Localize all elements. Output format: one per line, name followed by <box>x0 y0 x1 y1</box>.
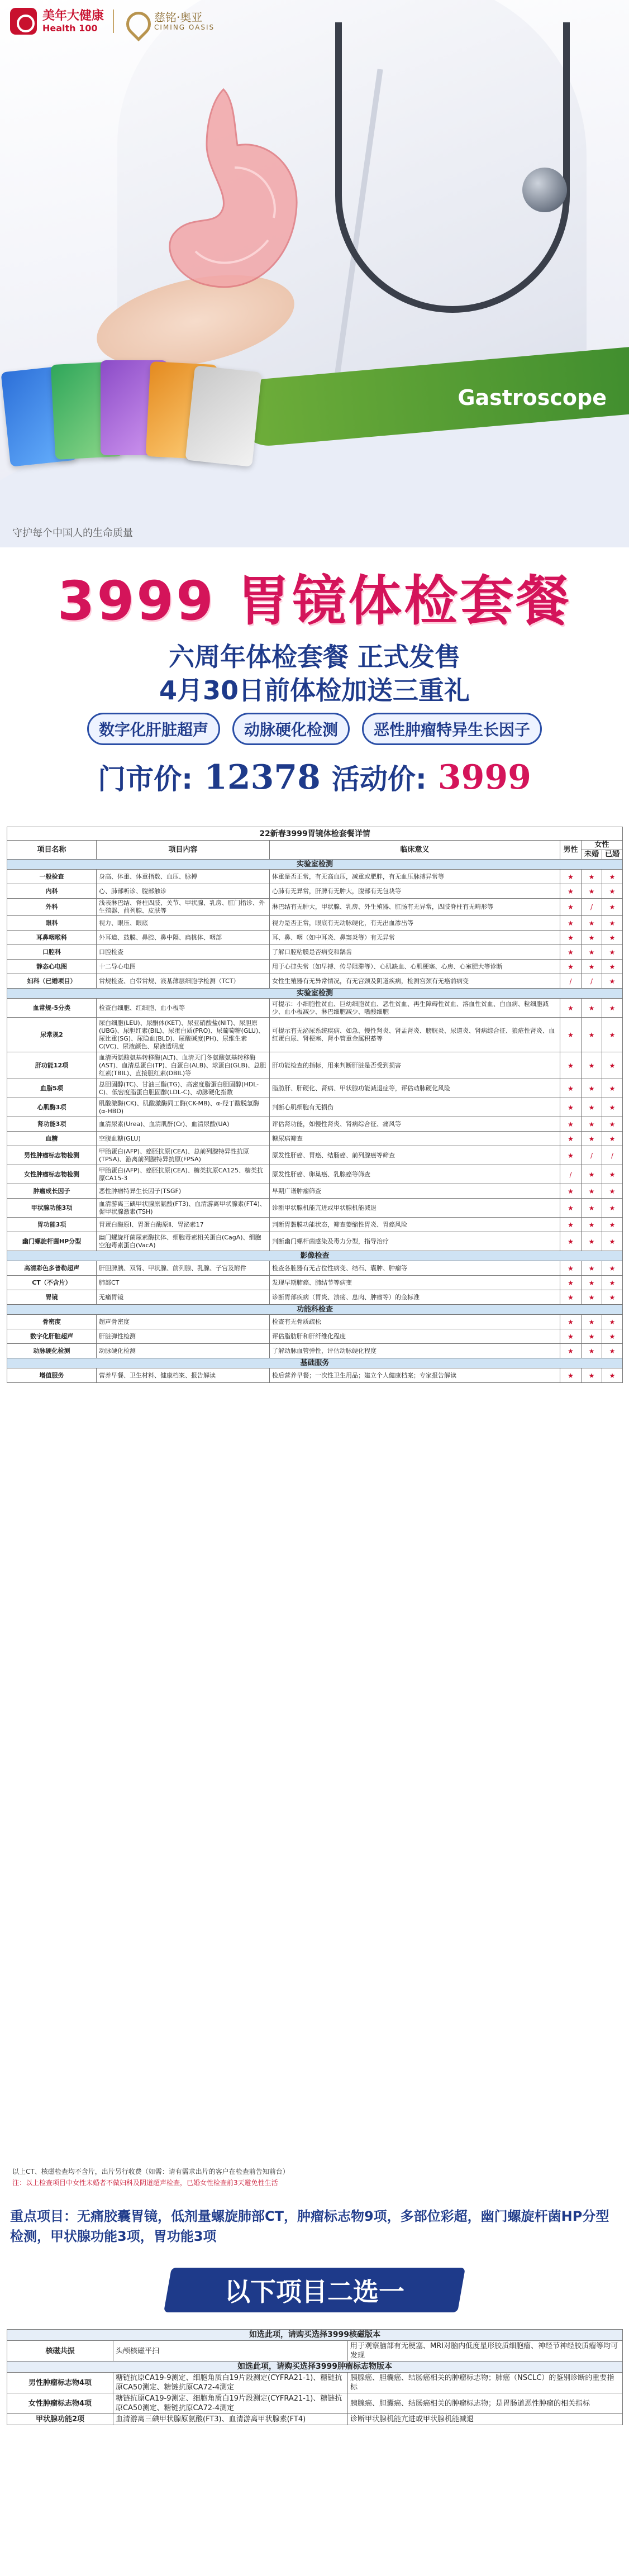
row-meaning: 发现早期肺癌、肺结节等病变 <box>270 1276 560 1290</box>
row-married: ★ <box>602 1184 623 1199</box>
row-name: 耳鼻咽喉科 <box>7 931 97 945</box>
row-married: ★ <box>602 999 623 1018</box>
row-male: ★ <box>560 1218 582 1232</box>
row-meaning: 心肺有无异常，肝脾有无肿大，腹部有无包块等 <box>270 884 560 899</box>
row-married: ★ <box>602 974 623 989</box>
row-content: 肝脏弹性检测 <box>97 1329 270 1344</box>
row-male: ★ <box>560 870 582 884</box>
row-meaning: 用于心律失常（如早搏、传导阻滞等）、心肌缺血、心肌梗塞、心房、心室肥大等诊断 <box>270 960 560 974</box>
row-unmarried: ★ <box>582 1218 602 1232</box>
gift-tags <box>0 713 629 745</box>
row-content: 肌酸激酶(CK)、肌酸激酶同工酶(CK-MB)、α-羟丁酸脱氢酶(α-HBD) <box>97 1098 270 1117</box>
row-married: ★ <box>602 1261 623 1276</box>
row-content: 血清丙氨酸氨基转移酶(ALT)、血清天门冬氨酸氨基转移酶(AST)、血清总蛋白(TP)、白蛋白(ALB)、球蛋白(GLB)、总胆红素(TBIL)、直接胆红素(DBIL)等 <box>97 1052 270 1079</box>
section-header <box>7 1358 623 1368</box>
row-name: 增值服务 <box>7 1368 97 1383</box>
row-male: ★ <box>560 1132 582 1146</box>
membership-cards <box>6 346 251 469</box>
row-male: ★ <box>560 899 582 916</box>
row-name: 女性肿瘤标志物检测 <box>7 1165 97 1184</box>
row-male: / <box>560 974 582 989</box>
row-married: ★ <box>602 1132 623 1146</box>
row-name: CT（不含片） <box>7 1276 97 1290</box>
table-row <box>7 884 623 899</box>
option-table <box>7 2329 622 2425</box>
row-name: 男性肿瘤标志物检测 <box>7 1146 97 1165</box>
table-row <box>7 1165 623 1184</box>
row-meaning: 耳、鼻、咽（如中耳炎、鼻窦炎等）有无异常 <box>270 931 560 945</box>
row-unmarried: ★ <box>582 1052 602 1079</box>
row-male: ★ <box>560 1199 582 1218</box>
row-content: 常规检查、白带常规、液基薄层细胞学检测（TCT） <box>97 974 270 989</box>
store-price-value: 12378 <box>204 758 321 797</box>
row-unmarried: ★ <box>582 1232 602 1251</box>
row-unmarried: ★ <box>582 1290 602 1305</box>
section-header <box>7 1305 623 1315</box>
option-meaning: 用于观察脑部有无梗塞、MRI对脑内低度星形胶质细胞瘤、神经节神经胶质瘤等均可发现 <box>348 2341 623 2362</box>
store-price-label: 门市价: <box>98 763 193 795</box>
row-male: ★ <box>560 1232 582 1251</box>
row-meaning: 视力是否正常，眼底有无动脉硬化，有无出血渗出等 <box>270 916 560 931</box>
row-married: ★ <box>602 1368 623 1383</box>
row-meaning: 女性生殖器有无异常情况，有无宫颈及阴道疾病，检测宫颈有无癌前病变 <box>270 974 560 989</box>
option-meaning: 胰腺癌、胆囊癌、结肠癌相关的肿瘤标志物；是胃肠道恶性肿瘤的相关指标 <box>348 2393 623 2414</box>
row-married: ★ <box>602 1218 623 1232</box>
row-content: 血清尿素(Urea)、血清肌酐(Cr)、血清尿酸(UA) <box>97 1117 270 1132</box>
table-row <box>7 1261 623 1276</box>
row-name: 心肌酶3项 <box>7 1098 97 1117</box>
option-group-title: 如选此项，请购买选择3999核磁版本 <box>7 2330 623 2341</box>
table-row <box>7 931 623 945</box>
row-name: 血糖 <box>7 1132 97 1146</box>
stomach-illustration <box>140 84 307 318</box>
row-male: ★ <box>560 1276 582 1290</box>
row-content: 尿白细胞(LEU)、尿酮体(KET)、尿亚硝酸盐(NIT)、尿胆原(UBG)、尿胆红素(BIL)、尿蛋白质(PRO)、尿葡萄糖(GLU)、尿比重(SG)、尿隐血(BLD)、尿酸碱度(PH)、尿维生素C(VC)、尿液颜色、尿液透明度 <box>97 1018 270 1052</box>
row-content: 总胆固醇(TC)、甘油三酯(TG)、高密度脂蛋白胆固醇(HDL-C)、低密度脂蛋白胆固醇(LDL-C)、动脉硬化指数 <box>97 1079 270 1098</box>
row-male: ★ <box>560 1184 582 1199</box>
hero-banner <box>0 0 629 547</box>
row-meaning: 检查各脏器有无占位性病变、结石、囊肿、肿瘤等 <box>270 1261 560 1276</box>
header-content: 项目内容 <box>97 841 270 860</box>
table-row <box>7 1368 623 1383</box>
row-married: ★ <box>602 945 623 960</box>
header-meaning: 临床意义 <box>270 841 560 860</box>
promo-price-value: 3999 <box>437 758 531 797</box>
option-group-header <box>7 2362 623 2373</box>
title-section <box>0 547 629 827</box>
table-row <box>7 1018 623 1052</box>
row-meaning: 原发性肝癌、胃癌、结肠癌、前列腺癌等筛查 <box>270 1146 560 1165</box>
section-label: 影像检查 <box>7 1251 623 1261</box>
row-male: ★ <box>560 931 582 945</box>
option-meaning: 胰腺癌、胆囊癌、结肠癌相关的肿瘤标志物；肺癌（NSCLC）的鉴别诊断的重要指标 <box>348 2373 623 2393</box>
table-row <box>7 916 623 931</box>
row-male: ★ <box>560 960 582 974</box>
row-name: 高清彩色多普勒超声 <box>7 1261 97 1276</box>
row-content: 视力、眼压、眼底 <box>97 916 270 931</box>
row-male: ★ <box>560 1368 582 1383</box>
stethoscope-image <box>335 22 570 313</box>
option-name: 甲状腺功能2项 <box>7 2414 113 2425</box>
gift-tag: 恶性肿瘤特异生长因子 <box>362 713 542 745</box>
subtitle-release: 六周年体检套餐 正式发售 <box>168 642 460 672</box>
table-row <box>7 1290 623 1305</box>
row-meaning: 肝功能检查的指标，用来判断肝脏是否受到损害 <box>270 1052 560 1079</box>
section-label: 基础服务 <box>7 1358 623 1368</box>
highlight-text: 重点项目：无痛胶囊胃镜，低剂量螺旋肺部CT，肿瘤标志物9项，多部位彩超，幽门螺旋杆菌HP分型检测，甲状腺功能3项，胃功能3项 <box>10 2208 609 2244</box>
row-meaning: 淋巴结有无肿大，甲状腺、乳房、外生殖器、肛肠有无异常，四肢脊柱有无畸形等 <box>270 899 560 916</box>
footnote-1: 以上CT、核磁检查均不含片，出片另行收费（如需：请有需求出片的客户在检查前告知前台） <box>12 2168 289 2176</box>
row-married: ★ <box>602 884 623 899</box>
option-name: 男性肿瘤标志物4项 <box>7 2373 113 2393</box>
row-male: ★ <box>560 1315 582 1329</box>
row-male: ★ <box>560 1052 582 1079</box>
row-content: 身高、体重、体重指数、血压、脉搏 <box>97 870 270 884</box>
footnote-2: 注：以上检查项目中女性未婚者不做妇科及阴道超声检查，已婚女性检查前3天避免性生活 <box>12 2179 278 2187</box>
page-title: 3999 胃镜体检套餐 <box>57 570 572 632</box>
row-meaning: 体重是否正常，有无高血压，减重或肥胖，有无血压脉搏异常等 <box>270 870 560 884</box>
meinian-logo-icon <box>10 8 37 35</box>
row-name: 胃镜 <box>7 1290 97 1305</box>
row-content: 无痛胃镜 <box>97 1290 270 1305</box>
table-row <box>7 1232 623 1251</box>
table-row <box>7 899 623 916</box>
row-name: 一般检查 <box>7 870 97 884</box>
row-unmarried: ★ <box>582 1329 602 1344</box>
row-content: 甲胎蛋白(AFP)、癌胚抗原(CEA)、糖类抗原CA125、糖类抗原CA15-3 <box>97 1165 270 1184</box>
row-meaning: 诊断胃部疾病（胃炎、溃疡、息肉、肿瘤等）的金标准 <box>270 1290 560 1305</box>
row-name: 血常规-5分类 <box>7 999 97 1018</box>
row-married: ★ <box>602 931 623 945</box>
table-row <box>7 1329 623 1344</box>
row-male: ★ <box>560 1098 582 1117</box>
choose-banner <box>164 2268 465 2312</box>
logo-divider <box>113 9 114 33</box>
row-male: ★ <box>560 1344 582 1358</box>
choose-title: 以下项目二选一 <box>225 2277 404 2307</box>
row-meaning: 判断胃黏膜功能状态，筛查萎缩性胃炎、胃癌风险 <box>270 1218 560 1232</box>
brand2-en: CIMING OASIS <box>154 23 215 31</box>
row-name: 血脂5项 <box>7 1079 97 1098</box>
table-row <box>7 1199 623 1218</box>
price-row <box>0 757 629 797</box>
row-meaning: 脂肪肝、肝硬化、肾病、甲状腺功能减退症等，评估动脉硬化风险 <box>270 1079 560 1098</box>
row-content: 外耳道、鼓膜、鼻腔、鼻中隔、扁桃体、咽部 <box>97 931 270 945</box>
row-name: 肝功能12项 <box>7 1052 97 1079</box>
row-married: ★ <box>602 1079 623 1098</box>
row-married: ★ <box>602 960 623 974</box>
row-meaning: 可提示：小细胞性贫血、巨幼细胞贫血、恶性贫血、再生障碍性贫血、溶血性贫血、白血病、粒细胞减少、血小板减少、淋巴细胞减少、嗜酸细胞 <box>270 999 560 1018</box>
row-unmarried: ★ <box>582 1368 602 1383</box>
section-header <box>7 860 623 870</box>
card-silver <box>185 365 261 467</box>
option-group-header <box>7 2330 623 2341</box>
option-name: 核磁共振 <box>7 2341 113 2362</box>
header-name: 项目名称 <box>7 841 97 860</box>
row-married: / <box>602 1146 623 1165</box>
row-unmarried: ★ <box>582 884 602 899</box>
row-married: ★ <box>602 1098 623 1117</box>
promo-price-label: 活动价: <box>331 763 427 795</box>
row-unmarried: ★ <box>582 1018 602 1052</box>
ciming-logo-icon <box>123 8 149 34</box>
brand-en: Health 100 <box>42 22 98 34</box>
option-name: 女性肿瘤标志物4项 <box>7 2393 113 2414</box>
row-male: ★ <box>560 1329 582 1344</box>
row-name: 口腔科 <box>7 945 97 960</box>
table-row <box>7 1079 623 1098</box>
row-content: 恶性肿瘤特异生长因子(TSGF) <box>97 1184 270 1199</box>
row-unmarried: ★ <box>582 999 602 1018</box>
row-unmarried: ★ <box>582 870 602 884</box>
option-content: 血清游离三碘甲状腺原氨酸(FT3)、血清游离甲状腺素(FT4) <box>113 2414 348 2425</box>
row-meaning: 原发性肝癌、卵巢癌、乳腺癌等筛查 <box>270 1165 560 1184</box>
row-meaning: 可提示有无泌尿系统疾病、如急、慢性肾炎、肾盂肾炎、膀胱炎、尿道炎、肾病综合征、狼疮性肾炎、血红蛋白尿、肾梗塞、肾小管重金属积蓄等 <box>270 1018 560 1052</box>
row-male: ★ <box>560 1018 582 1052</box>
row-content: 胃蛋白酶原Ⅰ、胃蛋白酶原Ⅱ、胃泌素17 <box>97 1218 270 1232</box>
option-group-title: 如选此项，请购买选择3999肿瘤标志物版本 <box>7 2362 623 2373</box>
row-name: 数字化肝脏超声 <box>7 1329 97 1344</box>
row-unmarried: ★ <box>582 1344 602 1358</box>
row-male: ★ <box>560 884 582 899</box>
row-unmarried: ★ <box>582 1165 602 1184</box>
slogan: 守护每个中国人的生命质量 <box>12 527 133 539</box>
row-married: ★ <box>602 1276 623 1290</box>
row-content: 幽门螺旋杆菌尿素酶抗体、细胞毒素相关蛋白(CagA)、细胞空泡毒素蛋白(VacA) <box>97 1232 270 1251</box>
option-content: 糖链抗原CA19-9测定、细胞角质白19片段测定(CYFRA21-1)、糖链抗原CA50测定、糖链抗原CA72-4测定 <box>113 2393 348 2414</box>
row-unmarried: ★ <box>582 960 602 974</box>
table-row <box>7 1052 623 1079</box>
table-row <box>7 1315 623 1329</box>
header-unmarried: 未婚 <box>582 850 602 860</box>
option-content: 糖链抗原CA19-9测定、细胞角质白19片段测定(CYFRA21-1)、糖链抗原CA50测定、糖链抗原CA72-4测定 <box>113 2373 348 2393</box>
row-married: ★ <box>602 1052 623 1079</box>
option-row <box>7 2393 623 2414</box>
row-name: 甲状腺功能3项 <box>7 1199 97 1218</box>
option-row <box>7 2373 623 2393</box>
table-row <box>7 1218 623 1232</box>
row-married: ★ <box>602 1344 623 1358</box>
row-meaning: 糖尿病筛查 <box>270 1132 560 1146</box>
row-male: ★ <box>560 999 582 1018</box>
table-row <box>7 974 623 989</box>
row-married: ★ <box>602 916 623 931</box>
row-unmarried: ★ <box>582 916 602 931</box>
row-unmarried: ★ <box>582 1276 602 1290</box>
subtitle-gift: 4月30日前体检加送三重礼 <box>159 675 470 705</box>
row-unmarried: ★ <box>582 1079 602 1098</box>
row-content: 肝胆脾胰、双肾、甲状腺、前列腺、乳腺、子宫及附件 <box>97 1261 270 1276</box>
row-meaning: 评估脂肪肝和肝纤维化程度 <box>270 1329 560 1344</box>
row-meaning: 了解口腔粘膜是否病变和龋齿 <box>270 945 560 960</box>
row-meaning: 评估肾功能，如慢性肾炎、肾病综合征、痛风等 <box>270 1117 560 1132</box>
section-label: 实验室检测 <box>7 860 623 870</box>
table-row <box>7 1344 623 1358</box>
row-male: ★ <box>560 945 582 960</box>
section-header <box>7 989 623 999</box>
header-married: 已婚 <box>602 850 623 860</box>
package-table <box>7 827 622 1383</box>
row-male: ★ <box>560 1117 582 1132</box>
row-married: ★ <box>602 1329 623 1344</box>
row-unmarried: ★ <box>582 1132 602 1146</box>
row-unmarried: ★ <box>582 1098 602 1117</box>
row-meaning: 检后营养早餐；一次性卫生用品；建立个人健康档案；专家报告解读 <box>270 1368 560 1383</box>
option-row <box>7 2341 623 2362</box>
row-name: 内科 <box>7 884 97 899</box>
row-married: ★ <box>602 899 623 916</box>
row-male: ★ <box>560 1290 582 1305</box>
row-unmarried: ★ <box>582 1199 602 1218</box>
row-meaning: 检查有无骨质疏松 <box>270 1315 560 1329</box>
row-male: ★ <box>560 1261 582 1276</box>
row-unmarried: ★ <box>582 931 602 945</box>
row-content: 检查白细胞、红细胞、血小板等 <box>97 999 270 1018</box>
table-row <box>7 1146 623 1165</box>
row-male: ★ <box>560 1079 582 1098</box>
row-name: 肾功能3项 <box>7 1117 97 1132</box>
table-row <box>7 1117 623 1132</box>
row-name: 外科 <box>7 899 97 916</box>
row-name: 骨密度 <box>7 1315 97 1329</box>
row-unmarried: / <box>582 974 602 989</box>
row-unmarried: ★ <box>582 1117 602 1132</box>
row-name: 胃功能3项 <box>7 1218 97 1232</box>
row-unmarried: / <box>582 1146 602 1165</box>
row-content: 营养早餐、卫生材料、健康档案、报告解读 <box>97 1368 270 1383</box>
table-row <box>7 960 623 974</box>
row-content: 心、肺部听诊、腹部触诊 <box>97 884 270 899</box>
row-content: 超声骨密度 <box>97 1315 270 1329</box>
row-name: 动脉硬化检测 <box>7 1344 97 1358</box>
row-married: ★ <box>602 1290 623 1305</box>
row-name: 幽门螺旋杆菌HP分型 <box>7 1232 97 1251</box>
option-meaning: 诊断甲状腺机能亢进或甲状腺机能减退 <box>348 2414 623 2425</box>
gastroscope-label: Gastroscope <box>458 385 607 410</box>
table-title: 22新春3999胃镜体检套餐详情 <box>7 827 623 841</box>
row-meaning: 判断心肌细胞有无损伤 <box>270 1098 560 1117</box>
row-content: 口腔检查 <box>97 945 270 960</box>
row-content: 动脉硬化检测 <box>97 1344 270 1358</box>
row-married: ★ <box>602 1232 623 1251</box>
row-meaning: 早期广谱肿瘤筛查 <box>270 1184 560 1199</box>
row-unmarried: / <box>582 899 602 916</box>
row-content: 浅表淋巴结、脊柱四肢、关节、甲状腺、乳房、肛门指诊、外生殖器、前列腺、皮肤等 <box>97 899 270 916</box>
row-married: ★ <box>602 1117 623 1132</box>
row-married: ★ <box>602 1315 623 1329</box>
table-row <box>7 1098 623 1117</box>
row-meaning: 诊断甲状腺机能亢进或甲状腺机能减退 <box>270 1199 560 1218</box>
row-male: ★ <box>560 916 582 931</box>
row-male: ★ <box>560 1146 582 1165</box>
row-name: 妇科（已婚项目） <box>7 974 97 989</box>
row-content: 血清游离三碘甲状腺原氨酸(FT3)、血清游离甲状腺素(FT4)、促甲状腺激素(TSH) <box>97 1199 270 1218</box>
option-row <box>7 2414 623 2425</box>
section-label: 实验室检测 <box>7 989 623 999</box>
section-header <box>7 1251 623 1261</box>
row-married: ★ <box>602 1165 623 1184</box>
row-married: ★ <box>602 1199 623 1218</box>
row-male: / <box>560 1165 582 1184</box>
row-meaning: 了解动脉血管弹性，评估动脉硬化程度 <box>270 1344 560 1358</box>
table-row <box>7 945 623 960</box>
stethoscope-head <box>522 168 567 212</box>
row-unmarried: ★ <box>582 1184 602 1199</box>
gift-tag: 数字化肝脏超声 <box>87 713 220 745</box>
row-content: 十二导心电图 <box>97 960 270 974</box>
table-row <box>7 1132 623 1146</box>
row-unmarried: ★ <box>582 1315 602 1329</box>
row-married: ★ <box>602 1018 623 1052</box>
gift-tag: 动脉硬化检测 <box>232 713 350 745</box>
row-unmarried: ★ <box>582 1261 602 1276</box>
row-name: 尿常规2 <box>7 1018 97 1052</box>
table-row <box>7 1276 623 1290</box>
table-row <box>7 870 623 884</box>
row-married: ★ <box>602 870 623 884</box>
row-name: 眼科 <box>7 916 97 931</box>
row-content: 肺部CT <box>97 1276 270 1290</box>
brand-logos <box>10 8 215 35</box>
brand2-cn: 慈铭·奥亚 <box>154 11 203 24</box>
header-female: 女性 <box>582 841 623 850</box>
row-content: 甲胎蛋白(AFP)、癌胚抗原(CEA)、总前列腺特异性抗原(TPSA)、游离前列腺特异抗原(FPSA) <box>97 1146 270 1165</box>
row-content: 空腹血糖(GLU) <box>97 1132 270 1146</box>
brand-cn: 美年大健康 <box>42 8 104 23</box>
table-row <box>7 999 623 1018</box>
option-content: 头颅核磁平扫 <box>113 2341 348 2362</box>
section-label: 功能科检查 <box>7 1305 623 1315</box>
row-name: 肿瘤成长因子 <box>7 1184 97 1199</box>
table-row <box>7 1184 623 1199</box>
row-name: 静态心电图 <box>7 960 97 974</box>
header-male: 男性 <box>560 841 582 860</box>
row-meaning: 判断幽门螺杆菌感染及毒力分型，指导治疗 <box>270 1232 560 1251</box>
row-unmarried: ★ <box>582 945 602 960</box>
